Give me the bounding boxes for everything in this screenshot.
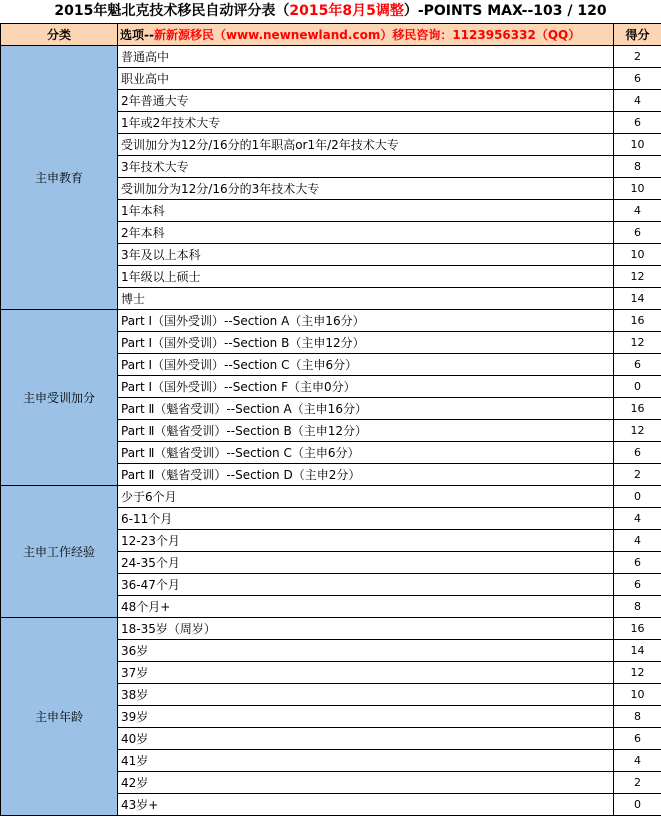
score-cell: 12 xyxy=(614,266,661,288)
option-cell: 37岁 xyxy=(118,662,614,684)
score-cell: 14 xyxy=(614,640,661,662)
score-cell: 4 xyxy=(614,530,661,552)
score-cell: 16 xyxy=(614,398,661,420)
option-cell: 42岁 xyxy=(118,772,614,794)
score-cell: 12 xyxy=(614,662,661,684)
score-cell: 2 xyxy=(614,772,661,794)
option-cell: 41岁 xyxy=(118,750,614,772)
score-cell: 6 xyxy=(614,442,661,464)
score-cell: 8 xyxy=(614,706,661,728)
header-score: 得分 xyxy=(614,24,661,46)
option-cell: 1年级以上硕士 xyxy=(118,266,614,288)
option-cell: 36岁 xyxy=(118,640,614,662)
score-cell: 4 xyxy=(614,750,661,772)
option-cell: 3年技术大专 xyxy=(118,156,614,178)
score-cell: 6 xyxy=(614,728,661,750)
score-cell: 4 xyxy=(614,90,661,112)
title-highlight: 2015年8月5调整 xyxy=(289,3,404,19)
table-row xyxy=(1,486,661,508)
option-cell: 少于6个月 xyxy=(118,486,614,508)
score-cell: 0 xyxy=(614,376,661,398)
score-cell: 16 xyxy=(614,310,661,332)
table-row xyxy=(1,46,661,68)
option-cell: 40岁 xyxy=(118,728,614,750)
option-cell: 1年本科 xyxy=(118,200,614,222)
title-prefix: 2015年魁北克技术移民自动评分表（ xyxy=(54,3,290,19)
score-cell: 6 xyxy=(614,222,661,244)
option-cell: 职业高中 xyxy=(118,68,614,90)
score-cell: 16 xyxy=(614,618,661,640)
option-cell: 48个月+ xyxy=(118,596,614,618)
option-cell: 普通高中 xyxy=(118,46,614,68)
option-cell: 24-35个月 xyxy=(118,552,614,574)
option-cell: 2年本科 xyxy=(118,222,614,244)
category-cell: 主申工作经验 xyxy=(1,486,118,618)
option-cell: Part Ⅱ（魁省受训）--Section C（主申6分） xyxy=(118,442,614,464)
page-title xyxy=(0,0,661,23)
score-cell: 0 xyxy=(614,486,661,508)
option-cell: 38岁 xyxy=(118,684,614,706)
score-cell: 6 xyxy=(614,354,661,376)
option-cell: 36-47个月 xyxy=(118,574,614,596)
header-option xyxy=(118,24,614,46)
option-cell: 18-35岁（周岁） xyxy=(118,618,614,640)
score-cell: 14 xyxy=(614,288,661,310)
option-cell: 2年普通大专 xyxy=(118,90,614,112)
option-cell: 1年或2年技术大专 xyxy=(118,112,614,134)
header-option-prefix: 选项-- xyxy=(120,28,154,42)
title-suffix: ）-POINTS MAX--103 / 120 xyxy=(403,3,607,19)
option-cell: 受训加分为12分/16分的3年技术大专 xyxy=(118,178,614,200)
score-cell: 6 xyxy=(614,552,661,574)
header-option-highlight: 新新源移民（www.newnewland.com）移民咨询：1123956332（QQ） xyxy=(153,28,581,42)
header-row xyxy=(1,24,661,46)
score-cell: 8 xyxy=(614,156,661,178)
score-table xyxy=(0,23,661,816)
score-cell: 12 xyxy=(614,332,661,354)
score-cell: 12 xyxy=(614,420,661,442)
category-cell: 主申年龄 xyxy=(1,618,118,816)
score-cell: 10 xyxy=(614,134,661,156)
option-cell: Part Ⅰ（国外受训）--Section C（主申6分） xyxy=(118,354,614,376)
category-cell: 主申教育 xyxy=(1,46,118,310)
score-cell: 6 xyxy=(614,68,661,90)
option-cell: Part Ⅰ（国外受训）--Section F（主申0分） xyxy=(118,376,614,398)
score-cell: 6 xyxy=(614,112,661,134)
category-cell: 主申受训加分 xyxy=(1,310,118,486)
score-cell: 10 xyxy=(614,178,661,200)
header-category: 分类 xyxy=(1,24,118,46)
option-cell: Part Ⅰ（国外受训）--Section A（主申16分） xyxy=(118,310,614,332)
score-cell: 4 xyxy=(614,200,661,222)
table-row xyxy=(1,310,661,332)
score-cell: 8 xyxy=(614,596,661,618)
option-cell: 39岁 xyxy=(118,706,614,728)
option-cell: 12-23个月 xyxy=(118,530,614,552)
score-cell: 10 xyxy=(614,244,661,266)
score-cell: 10 xyxy=(614,684,661,706)
option-cell: 受训加分为12分/16分的1年职高or1年/2年技术大专 xyxy=(118,134,614,156)
option-cell: 博士 xyxy=(118,288,614,310)
score-cell: 0 xyxy=(614,794,661,816)
table-row xyxy=(1,618,661,640)
option-cell: Part Ⅱ（魁省受训）--Section A（主申16分） xyxy=(118,398,614,420)
option-cell: 6-11个月 xyxy=(118,508,614,530)
option-cell: Part Ⅰ（国外受训）--Section B（主申12分） xyxy=(118,332,614,354)
score-cell: 4 xyxy=(614,508,661,530)
table-body xyxy=(1,46,661,816)
option-cell: 43岁+ xyxy=(118,794,614,816)
score-cell: 2 xyxy=(614,46,661,68)
option-cell: Part Ⅱ（魁省受训）--Section B（主申12分） xyxy=(118,420,614,442)
score-cell: 6 xyxy=(614,574,661,596)
score-cell: 2 xyxy=(614,464,661,486)
option-cell: Part Ⅱ（魁省受训）--Section D（主申2分） xyxy=(118,464,614,486)
option-cell: 3年及以上本科 xyxy=(118,244,614,266)
